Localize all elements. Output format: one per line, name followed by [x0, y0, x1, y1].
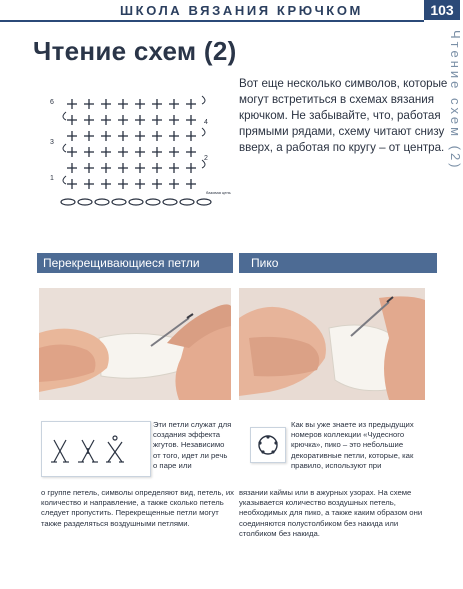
- chain-stitch: [78, 199, 92, 205]
- crochet-chart-graphic: [42, 92, 242, 222]
- picot-symbol-graphic: [251, 428, 285, 462]
- section-rule-right: [239, 272, 431, 273]
- header: [0, 0, 460, 22]
- chain-stitch: [61, 199, 75, 205]
- turning-chain-mark: [63, 112, 66, 120]
- photo-picot: [239, 288, 425, 400]
- chain-stitch: [95, 199, 109, 205]
- section-title-crossed-stitches: Перекрещивающиеся петли: [37, 253, 233, 273]
- chain-stitch: [163, 199, 177, 205]
- page-number: 103: [424, 0, 460, 20]
- chain-stitch: [112, 199, 126, 205]
- row-number-4: 4: [204, 119, 208, 126]
- photo-crossed-stitches: [39, 288, 231, 400]
- row-number-6: 6: [50, 99, 54, 106]
- turning-chain-mark: [63, 144, 66, 152]
- section-title-picot: Пико: [239, 253, 437, 273]
- crossed-stitch-symbols-graphic: [42, 422, 150, 476]
- crossed-text-1: Эти петли служат для создания эффекта жгутов. Независимо от того, идет ли речь о паре или: [153, 420, 232, 470]
- chain-stitch: [180, 199, 194, 205]
- side-label: Чтение схем (2): [448, 30, 463, 171]
- turning-chain-mark: [202, 128, 205, 136]
- chain-stitch: [146, 199, 160, 205]
- turning-chain-mark: [202, 96, 205, 104]
- picot-text-2: вязании каймы или в ажурных узорах. На схеме указывается количество воздушных петель, необходимых для пико, а также каким образом они соединяются полустолбиком без накида или столбиком без накида.: [239, 488, 423, 538]
- hands-crochet-photo-right: [239, 288, 425, 400]
- crossed-stitch-symbols: [41, 421, 151, 477]
- hands-crochet-photo-left: [39, 288, 231, 400]
- header-rule: [0, 20, 424, 22]
- picot-text-1: Как вы уже знаете из предыдущих номеров коллекции «Чудесного крючка», пико – это небольшие декоративные петли, которые, как правило, используют при: [291, 420, 414, 470]
- chain-stitch: [197, 199, 211, 205]
- base-chain-label: базовая цепь: [206, 190, 231, 195]
- row-number-2: 2: [204, 155, 208, 162]
- header-title: ШКОЛА ВЯЗАНИЯ КРЮЧКОМ: [120, 3, 363, 18]
- page-title: Чтение схем (2): [33, 36, 237, 66]
- intro-text: Вот еще несколько символов, которые могут встретиться в схемах вязания крючком. Не забывайте, что, работая прямыми рядами, схему читают снизу вверх, а работая по кругу – от центра.: [239, 77, 448, 154]
- row-number-3: 3: [50, 139, 54, 146]
- row-number-1: 1: [50, 175, 54, 182]
- picot-symbol: [250, 427, 286, 463]
- section-rule-left: [37, 272, 233, 273]
- crossed-text-2: о группе петель, символы определяют вид, петель, их количество и направление, а также сколько петель следует пропустить. Перекрещенные петли могут также разделяться воздушными петлями.: [41, 488, 234, 528]
- chain-stitch: [129, 199, 143, 205]
- turning-chain-mark: [63, 176, 66, 184]
- crochet-chart: [42, 92, 242, 222]
